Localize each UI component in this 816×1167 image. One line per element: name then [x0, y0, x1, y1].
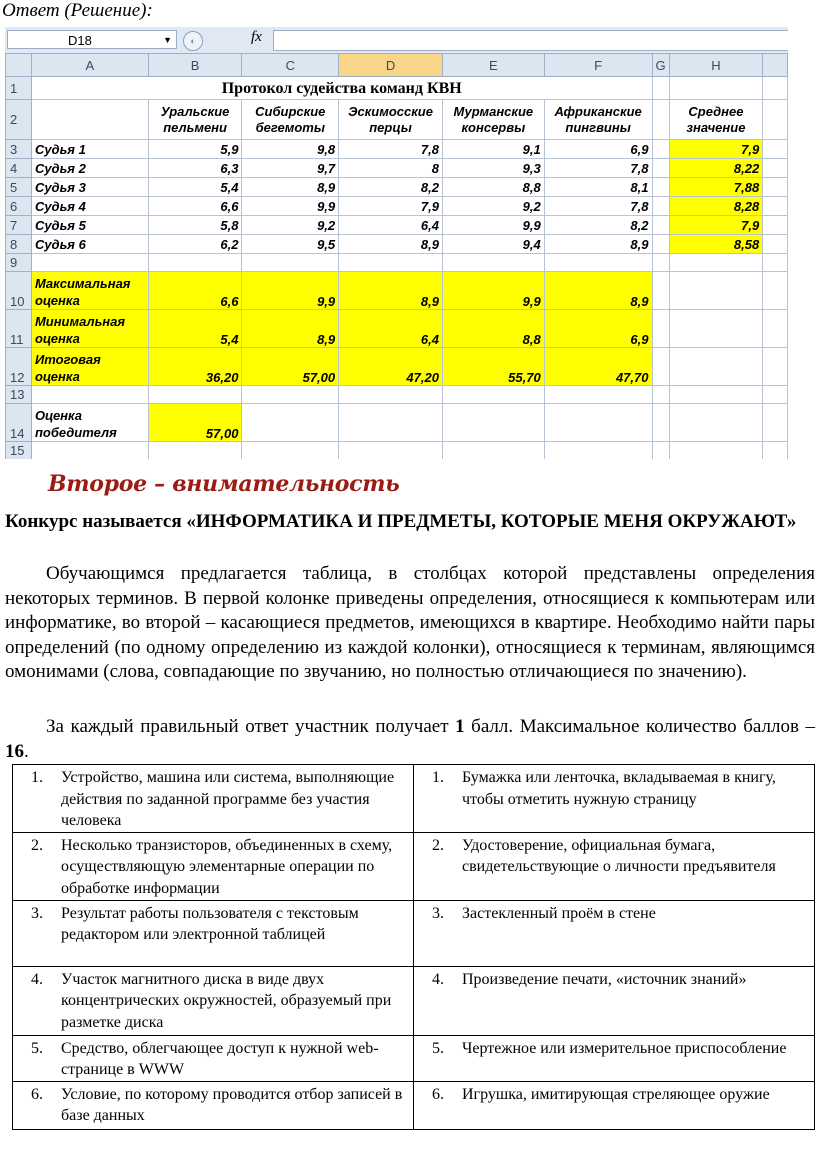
row-number[interactable]: 3 — [6, 140, 32, 159]
judge-label[interactable]: Судья 1 — [31, 140, 148, 159]
table-row — [13, 900, 815, 966]
table-row — [6, 272, 788, 310]
row-number[interactable]: 6 — [6, 197, 32, 216]
cell[interactable]: 8,8 — [442, 310, 544, 348]
score-cell[interactable]: 9,4 — [442, 235, 544, 254]
score-cell[interactable]: 9,1 — [442, 140, 544, 159]
definition-text: Устройство, машина или система, выполняющие действия по заданной программе без участия человека — [61, 769, 395, 829]
answer-heading: Ответ (Решение): — [2, 0, 153, 21]
table-row — [6, 386, 788, 404]
team-header[interactable]: Мурманские консервы — [442, 100, 544, 140]
formula-bar — [5, 27, 788, 54]
item-number: 6. — [31, 1085, 43, 1103]
cell[interactable]: 9,9 — [442, 272, 544, 310]
column-header[interactable]: E — [442, 54, 544, 77]
column-header[interactable]: H — [669, 54, 763, 77]
score-cell[interactable]: 7,8 — [544, 197, 652, 216]
judge-label[interactable]: Судья 3 — [31, 178, 148, 197]
item-number: 6. — [432, 1085, 444, 1103]
scoring-text: За каждый правильный ответ участник получает — [46, 716, 456, 737]
definition-cell — [414, 900, 815, 966]
table-row — [6, 254, 788, 272]
item-number: 4. — [432, 970, 444, 988]
score-cell[interactable]: 5,4 — [148, 178, 242, 197]
average-header[interactable]: Среднее значение — [669, 100, 763, 140]
sheet-title[interactable]: Протокол судейства команд КВН — [31, 77, 652, 100]
score-cell[interactable]: 9,8 — [242, 140, 339, 159]
cell[interactable]: 6,6 — [148, 272, 242, 310]
definition-cell — [13, 900, 414, 966]
row-number[interactable]: 13 — [6, 386, 32, 404]
row-number[interactable]: 15 — [6, 442, 32, 460]
table-row — [6, 216, 788, 235]
dropdown-arrow-icon[interactable]: ▼ — [163, 35, 172, 45]
score-cell[interactable]: 6,3 — [148, 159, 242, 178]
row-number[interactable]: 5 — [6, 178, 32, 197]
column-header[interactable]: F — [544, 54, 652, 77]
row-number[interactable]: 10 — [6, 272, 32, 310]
section-title: Второе – внимательность — [48, 471, 400, 497]
score-cell[interactable]: 9,9 — [442, 216, 544, 235]
team-header[interactable]: Сибирские бегемоты — [242, 100, 339, 140]
definition-cell — [13, 832, 414, 900]
cell[interactable]: 36,20 — [148, 348, 242, 386]
score-cell[interactable]: 8,9 — [242, 178, 339, 197]
item-number: 3. — [31, 904, 43, 922]
cell[interactable]: 5,4 — [148, 310, 242, 348]
table-row — [6, 197, 788, 216]
table-row — [6, 348, 788, 386]
average-cell[interactable]: 7,88 — [669, 178, 763, 197]
score-cell[interactable]: 9,5 — [242, 235, 339, 254]
definition-cell — [414, 966, 815, 1035]
cancel-edit-icon[interactable]: ◐ — [183, 31, 203, 51]
score-cell[interactable]: 7,8 — [544, 159, 652, 178]
definition-text: Средство, облегчающее доступ к нужной web-странице в WWW — [61, 1039, 379, 1078]
spreadsheet-screenshot — [5, 27, 788, 459]
column-header[interactable]: G — [652, 54, 669, 77]
row-number[interactable]: 14 — [6, 404, 32, 442]
definitions-table — [12, 764, 815, 1130]
column-header[interactable]: A — [31, 54, 148, 77]
item-number: 4. — [31, 970, 43, 988]
item-number: 1. — [432, 769, 444, 786]
judge-label[interactable]: Судья 4 — [31, 197, 148, 216]
score-cell[interactable]: 7,9 — [339, 197, 443, 216]
table-row — [13, 832, 815, 900]
row-number[interactable]: 12 — [6, 348, 32, 386]
scoring-paragraph: За каждый правильный ответ участник получает 1 балл. Максимальное количество баллов – 16. — [5, 716, 816, 762]
cell[interactable]: 47,20 — [339, 348, 443, 386]
judge-label[interactable]: Судья 6 — [31, 235, 148, 254]
cell[interactable]: 57,00 — [242, 348, 339, 386]
formula-input[interactable] — [273, 30, 788, 51]
score-cell[interactable]: 7,8 — [339, 140, 443, 159]
table-row — [6, 159, 788, 178]
instructions-paragraph: Обучающимся предлагается таблица, в столбцах которой представлены определения некоторых терминов. В первой колонке приведены определения, относящиеся к компьютерам или информатике, во второй – касающиеся предметов, имеющихся в квартире. Необходимо найти пары определений (по одному определению из каждой колонки), относящиеся к терминам, являющимся омонимами (слова, совпадающие по звучанию, но полностью отличающиеся по значению). — [5, 563, 815, 682]
score-cell[interactable]: 9,7 — [242, 159, 339, 178]
score-cell[interactable]: 8,9 — [339, 235, 443, 254]
average-cell[interactable]: 8,58 — [669, 235, 763, 254]
name-box[interactable] — [7, 30, 177, 49]
table-row — [6, 442, 788, 460]
score-cell[interactable]: 5,8 — [148, 216, 242, 235]
average-cell[interactable]: 8,22 — [669, 159, 763, 178]
average-cell[interactable]: 7,9 — [669, 140, 763, 159]
definition-text: Бумажка или ленточка, вкладываемая в книгу, чтобы отметить нужную страницу — [462, 769, 776, 808]
definition-cell — [13, 966, 414, 1035]
score-cell[interactable]: 8 — [339, 159, 443, 178]
row-number[interactable]: 9 — [6, 254, 32, 272]
team-header[interactable]: Африканские пингвины — [544, 100, 652, 140]
score-cell[interactable]: 9,9 — [242, 197, 339, 216]
definition-text: Игрушка, имитирующая стреляющее оружие — [462, 1085, 770, 1103]
definition-text: Застекленный проём в стене — [462, 904, 656, 922]
row-number[interactable]: 1 — [6, 77, 32, 100]
row-number[interactable]: 2 — [6, 100, 32, 140]
item-number: 2. — [31, 836, 43, 854]
contest-title: Конкурс называется «ИНФОРМАТИКА И ПРЕДМЕТЫ, КОТОРЫЕ МЕНЯ ОКРУЖАЮТ» — [5, 511, 797, 532]
score-cell[interactable]: 8,2 — [339, 178, 443, 197]
score-cell[interactable]: 9,2 — [442, 197, 544, 216]
cell[interactable]: 9,9 — [242, 272, 339, 310]
score-cell[interactable]: 9,3 — [442, 159, 544, 178]
table-row — [6, 178, 788, 197]
definition-cell — [13, 1081, 414, 1129]
judge-label[interactable]: Судья 5 — [31, 216, 148, 235]
row-label[interactable]: Оценка победителя — [31, 404, 148, 442]
cell[interactable]: 8,9 — [544, 272, 652, 310]
cell[interactable]: 6,9 — [544, 310, 652, 348]
definition-text: Участок магнитного диска в виде двух концентрических окружностей, образуемый при разметке диска — [61, 970, 392, 1031]
table-row — [13, 966, 815, 1035]
item-number: 5. — [432, 1039, 444, 1057]
definition-text: Несколько транзисторов, объединенных в схему, осуществляющую элементарные операции по обработке информации — [61, 836, 393, 897]
average-cell[interactable]: 8,28 — [669, 197, 763, 216]
definition-cell — [414, 1081, 815, 1129]
column-header-selected[interactable]: D — [339, 54, 443, 77]
cell[interactable]: 47,70 — [544, 348, 652, 386]
table-row — [13, 765, 815, 833]
score-cell[interactable]: 6,9 — [544, 140, 652, 159]
definition-text: Удостоверение, официальная бумага, свидетельствующие о личности предъявителя — [462, 836, 776, 875]
team-header[interactable]: Уральские пельмени — [148, 100, 242, 140]
score-cell[interactable]: 8,2 — [544, 216, 652, 235]
definition-text: Результат работы пользователя с текстовым редактором или электронной таблицей — [61, 904, 359, 943]
column-header[interactable]: B — [148, 54, 242, 77]
definition-text: Произведение печати, «источник знаний» — [462, 970, 747, 988]
max-points-value: 16 — [5, 740, 24, 762]
score-cell[interactable]: 8,9 — [544, 235, 652, 254]
definition-text: Условие, по которому проводится отбор записей в базе данных — [61, 1085, 403, 1124]
winner-cell[interactable]: 57,00 — [148, 404, 242, 442]
name-box-value: D18 — [68, 33, 92, 48]
scoring-text: балл. Максимальное количество баллов – — [464, 716, 816, 737]
item-number: 1. — [31, 769, 43, 786]
table-row — [6, 140, 788, 159]
select-all-corner[interactable] — [6, 54, 32, 77]
definition-cell — [13, 765, 414, 833]
item-number: 2. — [432, 836, 444, 854]
item-number: 5. — [31, 1039, 43, 1057]
definition-cell — [414, 832, 815, 900]
score-cell[interactable]: 6,2 — [148, 235, 242, 254]
row-number[interactable]: 8 — [6, 235, 32, 254]
table-row — [6, 235, 788, 254]
column-header[interactable]: C — [242, 54, 339, 77]
team-header[interactable]: Эскимосские перцы — [339, 100, 443, 140]
cell[interactable]: 55,70 — [442, 348, 544, 386]
table-row — [13, 1081, 815, 1129]
cell[interactable]: 8,9 — [242, 310, 339, 348]
definition-cell — [414, 765, 815, 833]
table-row — [6, 100, 788, 140]
table-row — [6, 77, 788, 100]
definition-text: Чертежное или измерительное приспособление — [462, 1039, 787, 1057]
table-row — [6, 404, 788, 442]
spreadsheet-grid — [5, 53, 788, 459]
average-cell[interactable]: 7,9 — [669, 216, 763, 235]
score-cell[interactable]: 8,8 — [442, 178, 544, 197]
points-value: 1 — [455, 716, 465, 737]
cell[interactable]: 8,9 — [339, 272, 443, 310]
row-label[interactable]: Максимальная оценка — [31, 272, 148, 310]
score-cell[interactable]: 5,9 — [148, 140, 242, 159]
score-cell[interactable]: 9,2 — [242, 216, 339, 235]
row-label[interactable]: Минимальная оценка — [31, 310, 148, 348]
row-number[interactable]: 4 — [6, 159, 32, 178]
score-cell[interactable]: 8,1 — [544, 178, 652, 197]
definition-cell — [414, 1035, 815, 1081]
cell[interactable]: 6,4 — [339, 310, 443, 348]
row-number[interactable]: 11 — [6, 310, 32, 348]
score-cell[interactable]: 6,6 — [148, 197, 242, 216]
score-cell[interactable]: 6,4 — [339, 216, 443, 235]
fx-icon[interactable]: fx — [251, 29, 262, 45]
table-row — [6, 310, 788, 348]
item-number: 3. — [432, 904, 444, 922]
judge-label[interactable]: Судья 2 — [31, 159, 148, 178]
row-number[interactable]: 7 — [6, 216, 32, 235]
table-row — [13, 1035, 815, 1081]
column-header-row — [6, 54, 788, 77]
definition-cell — [13, 1035, 414, 1081]
row-label[interactable]: Итоговая оценка — [31, 348, 148, 386]
